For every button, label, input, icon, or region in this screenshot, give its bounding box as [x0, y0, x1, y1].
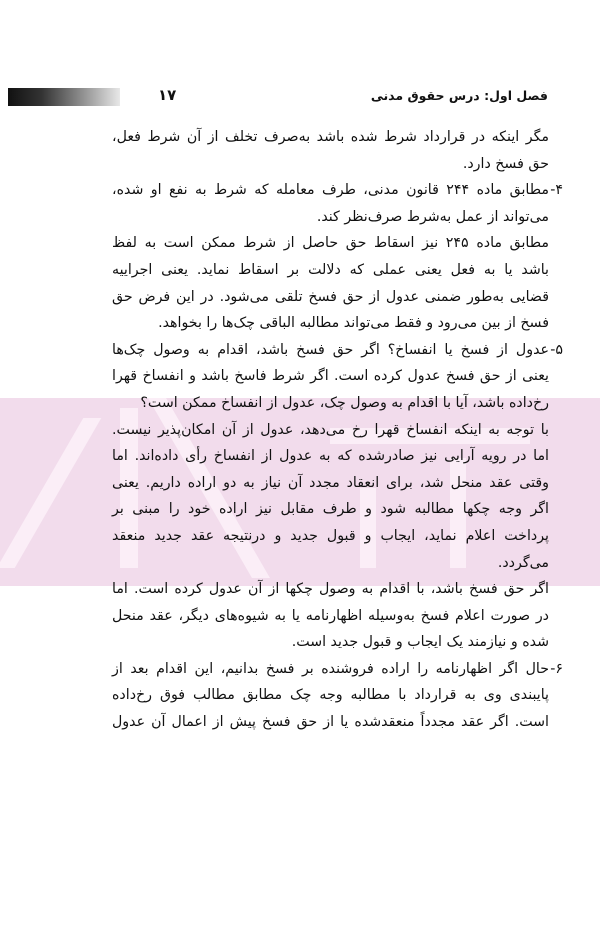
text-line: با توجه به اینکه انفساخ قهرا رخ می‌دهد، عدول از آن امکان‌پذیر نیست.	[112, 421, 549, 438]
text-line: حال اگر اظهارنامه را اراده فروشنده بر فسخ بدانیم، این اقدام بعد از	[112, 660, 549, 677]
text-line: اگر وجه چکها مطالبه شود و طرف مقابل نیز اراده خود را مبنی بر	[112, 501, 549, 518]
text-line: در صورت اعلام فسخ به‌وسیله اظهارنامه یا به شیوه‌های دیگر، عقد منحل	[112, 607, 549, 624]
text-line: باشد یا به فعل یعنی عملی که دلالت بر اسقاط نماید. یعنی اجراییه	[112, 261, 549, 278]
header-decorative-bar	[8, 88, 120, 106]
text-line: حق فسخ دارد.	[462, 155, 549, 172]
text-line: می‌گردد.	[497, 554, 549, 571]
text-line: قضایی به‌طور ضمنی عدول از حق فسخ تلقی می‌شود. در این فرض حق	[112, 288, 549, 305]
text-line: رخ‌داده باشد، آیا با اقدام به وصول چک، عدول از انفساخ ممکن است؟	[140, 394, 549, 411]
item-number: ۵-	[550, 341, 563, 358]
item-number: ۴-	[550, 182, 563, 199]
text-line: شده و نیازمند یک ایجاب و قبول جدید است.	[291, 634, 549, 651]
text-line: است. اگر عقد مجدداً منعقدشده یا از حق فسخ پیش از اعمال آن عدول	[112, 714, 549, 731]
text-line: اما در رویه آرایی نیز صادرشده که به عدول از انفساخ رأی داده‌اند. اما	[112, 448, 549, 465]
text-line: مگر اینکه در قرارداد شرط شده باشد به‌صرف تخلف از آن شرط فعل،	[112, 129, 549, 145]
text-line: فسخ از بین می‌رود و فقط می‌تواند مطالبه الباقی چک‌ها را بخواهد.	[158, 315, 549, 332]
text-line: وقتی عقد منحل شد، برای انعقاد مجدد آن نیاز به دو اراده داریم. یعنی	[112, 474, 549, 491]
text-line: پرداخت اعلام نماید، ایجاب و قبول جدید و درنتیجه عقد جدید منعقد	[112, 527, 549, 544]
page-number: ۱۷	[158, 86, 177, 104]
text-line: اگر حق فسخ باشد، با اقدام به وصول چکها از آن عدول کرده است. اما	[112, 581, 549, 598]
item-number: ۶-	[550, 660, 563, 677]
text-line: پایبندی وی به قرارداد با مطالبه وجه چک مطابق مطالب فوق رخ‌داده	[112, 687, 549, 704]
text-line: می‌تواند از عمل به‌شرط صرف‌نظر کند.	[316, 208, 549, 225]
text-line: مطابق ماده ۲۴۵ نیز اسقاط حق حاصل از شرط ممکن است به لفظ	[112, 235, 549, 252]
body-text	[112, 124, 563, 736]
running-title: فصل اول: درس حقوق مدنی	[370, 88, 548, 103]
text-line: یعنی از حق فسخ عدول کرده است. اگر شرط فاسخ باشد و انفساخ قهرا	[112, 368, 549, 385]
text-line: عدول از فسخ یا انفساخ؟ اگر حق فسخ باشد، اقدام به وصول چک‌ها	[112, 341, 549, 358]
text-line: مطابق ماده ۲۴۴ قانون مدنی، طرف معامله که شرط به نفع او شده،	[112, 182, 549, 199]
